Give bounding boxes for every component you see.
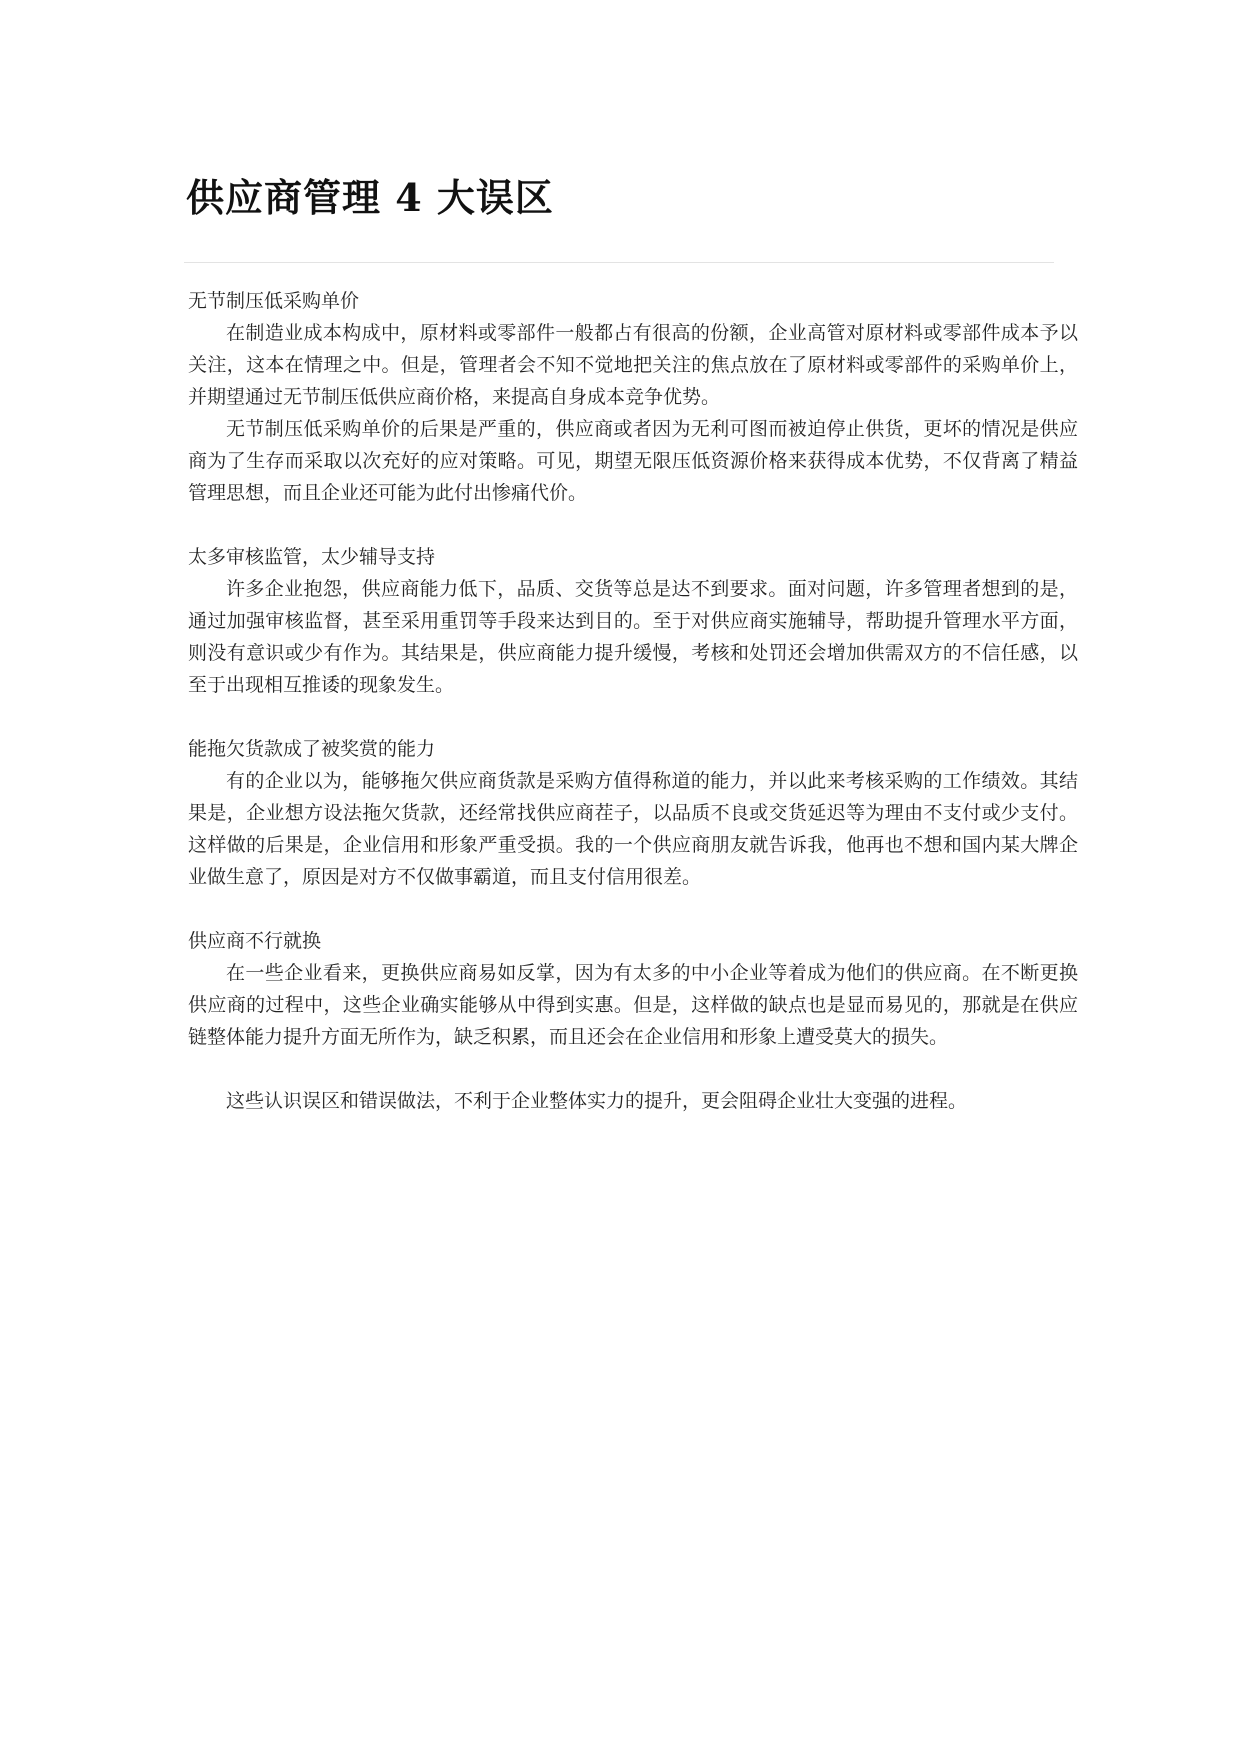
section-spacer — [188, 701, 1078, 733]
section-heading: 无节制压低采购单价 — [188, 290, 360, 312]
section-4 — [188, 925, 1078, 1053]
paragraph: 无节制压低采购单价的后果是严重的，供应商或者因为无利可图而被迫停止供货，更坏的情况是供应商为了生存而采取以次充好的应对策略。可见，期望无限压低资源价格来获得成本优势，不仅背离了精益管理思想，而且企业还可能为此付出惨痛代价。 — [188, 418, 1078, 504]
section-spacer — [188, 1053, 1078, 1085]
section-2 — [188, 541, 1078, 701]
paragraph: 在制造业成本构成中，原材料或零部件一般都占有很高的份额，企业高管对原材料或零部件成本予以关注，这本在情理之中。但是，管理者会不知不觉地把关注的焦点放在了原材料或零部件的采购单价上，并期望通过无节制压低供应商价格，来提高自身成本竞争优势。 — [188, 322, 1078, 408]
paragraph: 在一些企业看来，更换供应商易如反掌，因为有太多的中小企业等着成为他们的供应商。在不断更换供应商的过程中，这些企业确实能够从中得到实惠。但是，这样做的缺点也是显而易见的，那就是在供应链整体能力提升方面无所作为，缺乏积累，而且还会在企业信用和形象上遭受莫大的损失。 — [188, 962, 1078, 1048]
section-heading: 太多审核监管，太少辅导支持 — [188, 546, 436, 568]
paragraph: 许多企业抱怨，供应商能力低下，品质、交货等总是达不到要求。面对问题，许多管理者想到的是，通过加强审核监督，甚至采用重罚等手段来达到目的。至于对供应商实施辅导，帮助提升管理水平方面，则没有意识或少有作为。其结果是，供应商能力提升缓慢，考核和处罚还会增加供需双方的不信任感，以至于出现相互推诿的现象发生。 — [188, 578, 1078, 696]
article-body — [188, 285, 1078, 1117]
page-title: 供应商管理 4 大误区 — [186, 175, 554, 220]
section-heading: 能拖欠货款成了被奖赏的能力 — [188, 738, 436, 760]
section-spacer — [188, 509, 1078, 541]
section-heading: 供应商不行就换 — [188, 930, 322, 952]
section-3 — [188, 733, 1078, 893]
section-1 — [188, 285, 1078, 509]
paragraph: 有的企业以为，能够拖欠供应商货款是采购方值得称道的能力，并以此来考核采购的工作绩效。其结果是，企业想方设法拖欠货款，还经常找供应商茬子，以品质不良或交货延迟等为理由不支付或少支付。这样做的后果是，企业信用和形象严重受损。我的一个供应商朋友就告诉我，他再也不想和国内某大牌企业做生意了，原因是对方不仅做事霸道，而且支付信用很差。 — [188, 770, 1078, 888]
section-spacer — [188, 893, 1078, 925]
title-divider — [184, 262, 1054, 263]
conclusion-paragraph: 这些认识误区和错误做法，不利于企业整体实力的提升，更会阻碍企业壮大变强的进程。 — [226, 1090, 968, 1112]
